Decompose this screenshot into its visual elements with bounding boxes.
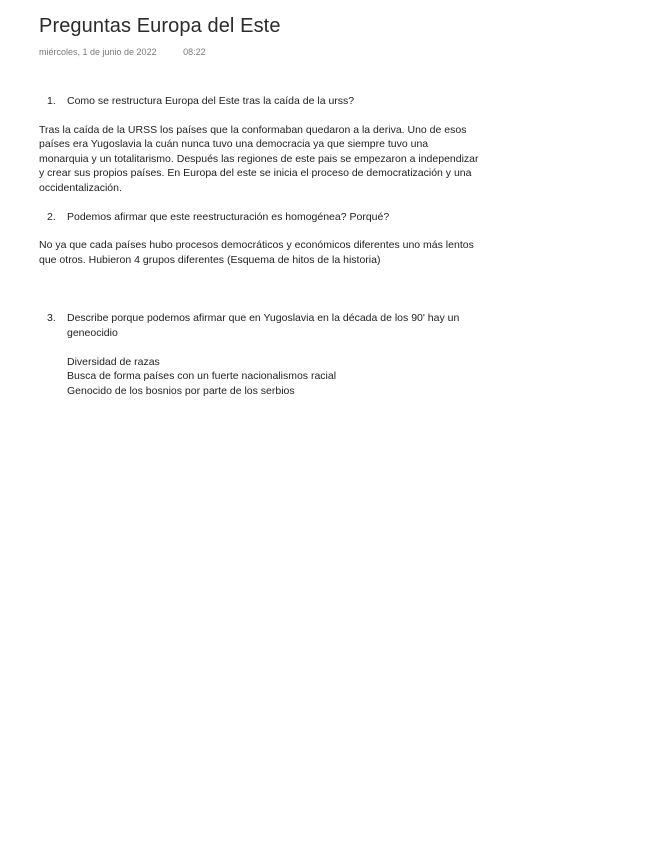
answer-3-notes (39, 355, 479, 399)
page-title: Preguntas Europa del Este (39, 15, 281, 37)
question-2 (39, 210, 479, 225)
question-1 (39, 94, 479, 109)
note-content[interactable] (39, 94, 479, 398)
question-1-number: 1. (47, 95, 56, 107)
question-1-text: Como se restructura Europa del Este tras la caída de la urss? (67, 95, 355, 107)
question-3-number: 3. (47, 312, 56, 325)
page-meta (39, 47, 206, 57)
question-3 (39, 311, 479, 340)
answer-3-note: Diversidad de razas (67, 355, 160, 368)
question-3-text: Describe porque podemos afirmar que en Yugoslavia en la década de los 90' hay un geneocidio (67, 312, 460, 339)
answer-3-note: Busca de forma países con un fuerte nacionalismos racial (67, 370, 337, 383)
page-time: 08:22 (183, 47, 206, 57)
answer-1: Tras la caída de la URSS los países que la conformaban quedaron a la deriva. Uno de esos países era Yugoslavia la cuán nunca tuvo una democracia ya que siempre tuvo una monarquia y un totalitarismo. Después las regiones de este pais se empezaron a independizar y crear sus propios países. En Europa del este se inicia el proceso de democratización y una occidentalización. (39, 123, 479, 194)
question-2-number: 2. (47, 210, 56, 223)
answer-2: No ya que cada países hubo procesos democráticos y económicos diferentes uno más lentos que otros. Hubieron 4 grupos diferentes (Esquema de hitos de la historia) (39, 239, 474, 266)
answer-3-note: Genocido de los bosnios por parte de los serbios (67, 384, 295, 397)
question-2-text: Podemos afirmar que este reestructuración es homogénea? Porqué? (67, 210, 390, 223)
page-date: miércoles, 1 de junio de 2022 (39, 47, 157, 57)
